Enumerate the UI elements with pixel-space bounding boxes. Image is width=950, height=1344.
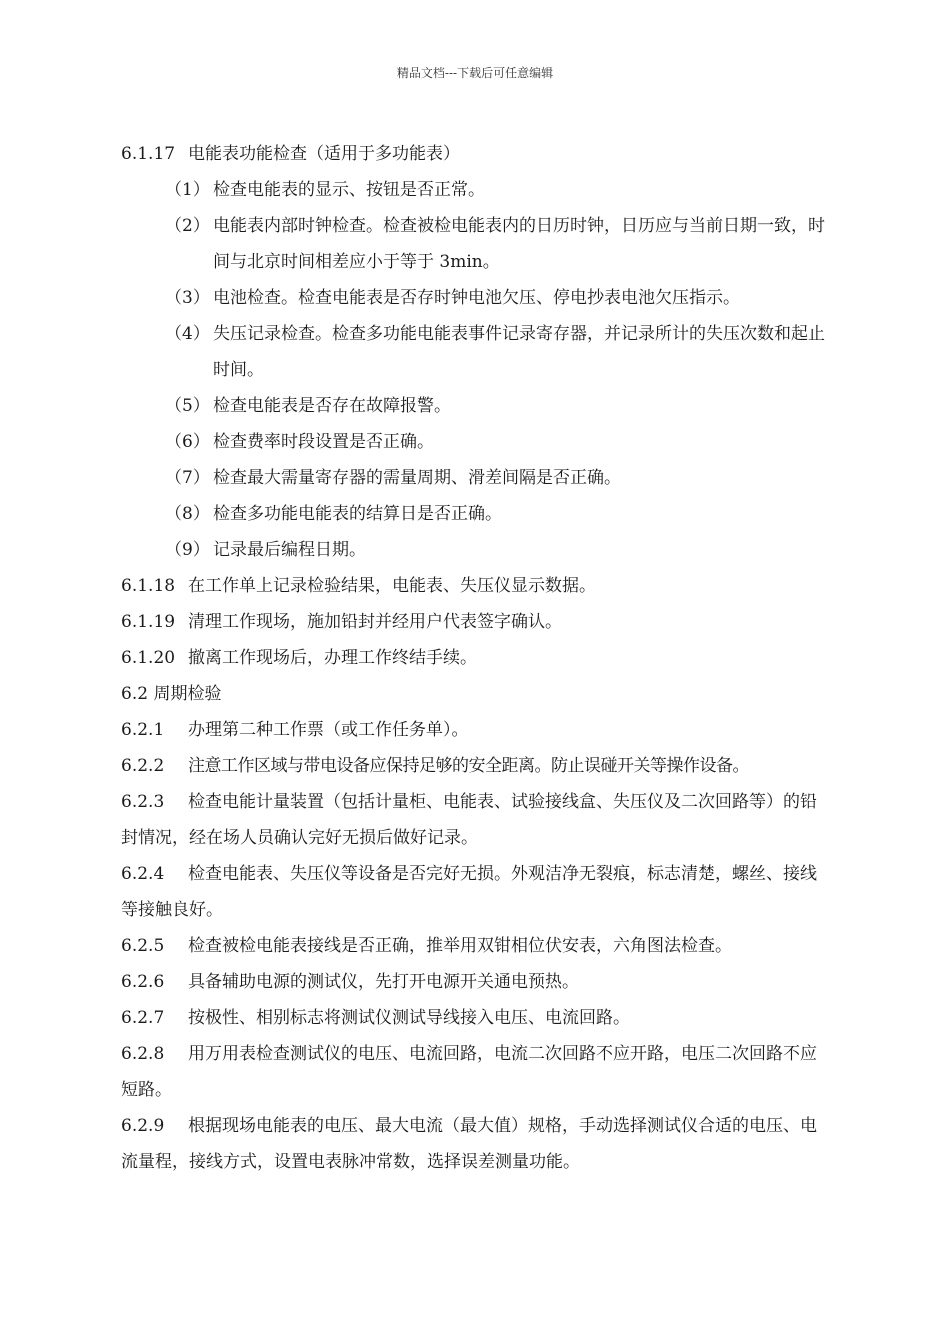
section-6-2-2: [121, 748, 833, 784]
item-text: 检查最大需量寄存器的需量周期、滑差间隔是否正确。: [213, 468, 621, 488]
item-number: （2）: [165, 216, 210, 236]
list-item: [121, 316, 833, 388]
section-text: 撤离工作现场后，办理工作终结手续。: [188, 648, 477, 668]
section-text: 办理第二种工作票（或工作任务单）。: [188, 720, 469, 740]
section-text: 检查电能表、失压仪等设备是否完好无损。外观洁净无裂痕，标志清楚，螺丝、接线等接触良好。: [121, 864, 817, 920]
section-number: 6.2.1: [121, 720, 165, 740]
list-item: [121, 424, 833, 460]
section-6-1-19: [121, 604, 833, 640]
list-item: [121, 172, 833, 208]
section-6-2-8: [121, 1036, 833, 1108]
item-text: 失压记录检查。检查多功能电能表事件记录寄存器，并记录所计的失压次数和起止时间。: [213, 324, 825, 380]
section-text: 具备辅助电源的测试仪，先打开电源开关通电预热。: [188, 972, 579, 992]
page-header: 精品文档---下载后可任意编辑: [396, 66, 554, 80]
list-item: [121, 208, 833, 280]
list-item: [121, 460, 833, 496]
section-number: 6.2.2: [121, 756, 165, 776]
section-number: 6.2.7: [121, 1008, 165, 1028]
section-text: 注意工作区域与带电设备应保持足够的安全距离。防止误碰开关等操作设备。: [188, 756, 749, 776]
item-text: 电池检查。检查电能表是否存时钟电池欠压、停电抄表电池欠压指示。: [213, 288, 740, 308]
item-number: （8）: [165, 504, 210, 524]
section-number: 6.2.8: [121, 1044, 165, 1064]
section-number: 6.1.17: [121, 144, 176, 164]
item-text: 检查费率时段设置是否正确。: [213, 432, 434, 452]
section-6-1-17: [121, 136, 833, 172]
item-number: （5）: [165, 396, 210, 416]
section-number: 6.1.18: [121, 576, 176, 596]
item-text: 记录最后编程日期。: [213, 540, 366, 560]
item-number: （3）: [165, 288, 210, 308]
item-number: （4）: [165, 324, 210, 344]
list-item: [121, 496, 833, 532]
list-item: [121, 280, 833, 316]
section-number: 6.2.4: [121, 864, 165, 884]
section-text: 在工作单上记录检验结果，电能表、失压仪显示数据。: [188, 576, 596, 596]
section-6-2-1: [121, 712, 833, 748]
section-6-2-9: [121, 1108, 833, 1180]
section-text: 根据现场电能表的电压、最大电流（最大值）规格，手动选择测试仪合适的电压、电流量程，接线方式，设置电表脉冲常数，选择误差测量功能。: [121, 1116, 817, 1172]
document-body: [121, 136, 833, 1180]
item-text: 电能表内部时钟检查。检查被检电能表内的日历时钟，日历应与当前日期一致，时间与北京时间相差应小于等于 3min。: [213, 216, 825, 272]
section-text: 检查被检电能表接线是否正确，推举用双钳相位伏安表，六角图法检查。: [188, 936, 732, 956]
section-6-2-7: [121, 1000, 833, 1036]
item-number: （1）: [165, 180, 210, 200]
item-text: 检查电能表的显示、按钮是否正常。: [213, 180, 485, 200]
section-heading-6-2: 6.2 周期检验: [121, 684, 222, 704]
section-6-1-20: [121, 640, 833, 676]
section-text: 电能表功能检查（适用于多功能表）: [188, 144, 460, 164]
section-text: 按极性、相别标志将测试仪测试导线接入电压、电流回路。: [188, 1008, 630, 1028]
item-number: （7）: [165, 468, 210, 488]
item-text: 检查多功能电能表的结算日是否正确。: [213, 504, 502, 524]
item-text: 检查电能表是否存在故障报警。: [213, 396, 451, 416]
section-text: 用万用表检查测试仪的电压、电流回路，电流二次回路不应开路，电压二次回路不应短路。: [121, 1044, 817, 1100]
section-number: 6.2.6: [121, 972, 165, 992]
section-number: 6.1.19: [121, 612, 176, 632]
section-number: 6.2.5: [121, 936, 165, 956]
section-6-2-5: [121, 928, 833, 964]
item-number: （6）: [165, 432, 210, 452]
item-number: （9）: [165, 540, 210, 560]
list-item: [121, 532, 833, 568]
section-6-2-4: [121, 856, 833, 928]
section-number: 6.1.20: [121, 648, 176, 668]
list-item: [121, 388, 833, 424]
section-6-1-18: [121, 568, 833, 604]
section-text: 检查电能计量装置（包括计量柜、电能表、试验接线盒、失压仪及二次回路等）的铅封情况，经在场人员确认完好无损后做好记录。: [121, 792, 817, 848]
section-6-2-3: [121, 784, 833, 856]
section-text: 清理工作现场，施加铅封并经用户代表签字确认。: [188, 612, 562, 632]
section-6-2-6: [121, 964, 833, 1000]
section-number: 6.2.9: [121, 1116, 165, 1136]
section-number: 6.2.3: [121, 792, 165, 812]
